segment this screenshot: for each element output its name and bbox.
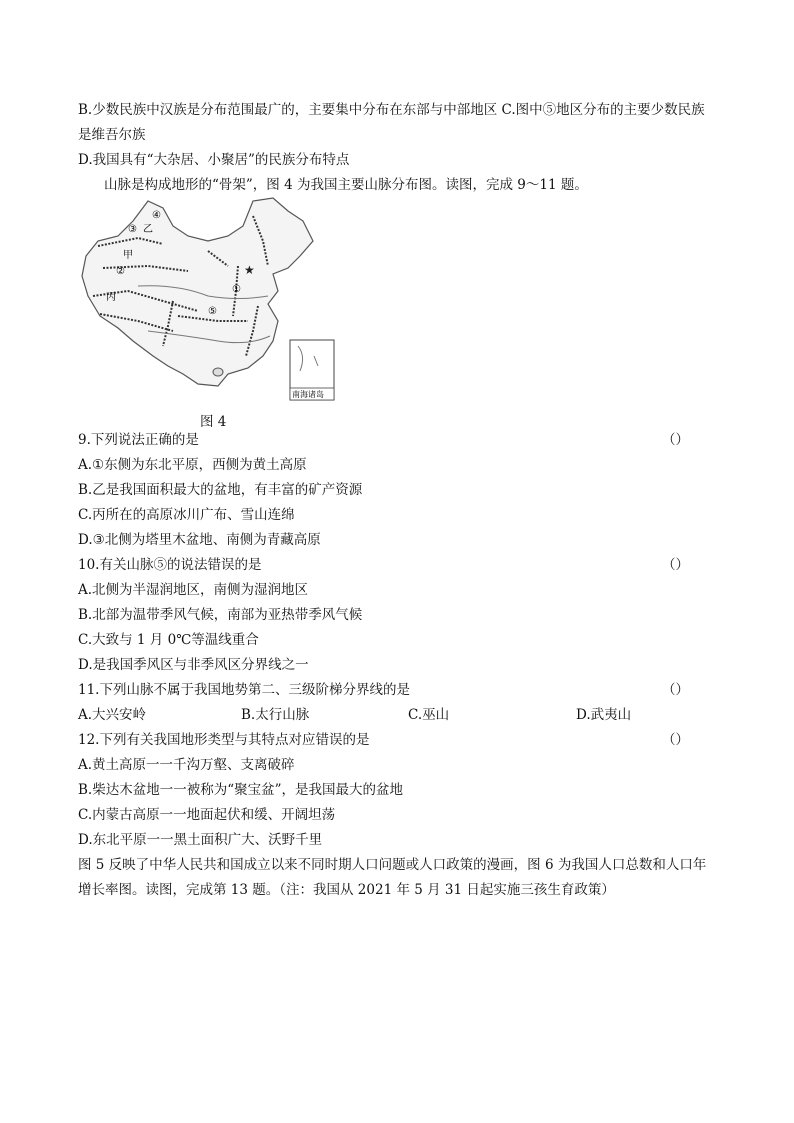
intro-text: 山脉是构成地形的“骨架”，图 4 为我国主要山脉分布图。读图，完成 9～11 题。 xyxy=(104,177,588,193)
inset-label: 南海诸岛 xyxy=(292,390,324,399)
map-graphic xyxy=(78,196,338,406)
q10-stem: 10.有关山脉⑤的说法错误的是 xyxy=(78,557,262,573)
q9-option-c: C.丙所在的高原冰川广布、雪山连绵 xyxy=(78,507,295,523)
label-4: ④ xyxy=(152,210,161,221)
option-d-prev: D.我国具有“大杂居、小聚居”的民族分布特点 xyxy=(78,152,350,168)
option-b-prev: B.少数民族中汉族是分布范围最广的，主要集中分布在东部与中部地区 C.图中⑤地区分布的主要少数民族 xyxy=(78,102,705,118)
svg-text:★: ★ xyxy=(244,263,255,277)
q11-option-b: B.太行山脉 xyxy=(241,707,310,723)
china-mountain-map xyxy=(78,196,338,406)
q11-stem: 11.下列山脉不属于我国地势第二、三级阶梯分界线的是 xyxy=(78,682,410,698)
q11-option-d: D.武夷山 xyxy=(576,707,632,723)
q12-option-c: C.内蒙古高原一一地面起伏和缓、开阔坦荡 xyxy=(78,807,336,823)
label-bing: 丙 xyxy=(106,292,116,303)
q10-option-d: D.是我国季风区与非季风区分界线之一 xyxy=(78,657,309,673)
q9-option-a: A.①东侧为东北平原，西侧为黄土高原 xyxy=(78,457,307,473)
q11-answer-paren: （） xyxy=(662,682,689,698)
q13-intro-line1: 图 5 反映了中华人民共和国成立以来不同时期人口问题或人口政策的漫画，图 6 为我国人口总数和人口年 xyxy=(78,857,707,873)
q10-option-b: B.北部为温带季风气候，南部为亚热带季风气候 xyxy=(78,607,363,623)
label-5: ⑤ xyxy=(208,306,217,317)
q9-option-b: B.乙是我国面积最大的盆地，有丰富的矿产资源 xyxy=(78,482,363,498)
q12-answer-paren: （） xyxy=(662,732,689,748)
q12-option-d: D.东北平原一一黑土面积广大、沃野千里 xyxy=(78,832,323,848)
label-yi: 乙 xyxy=(143,224,153,235)
q9-option-d: D.③北侧为塔里木盆地、南侧为青藏高原 xyxy=(78,532,321,548)
figure-caption: 图 4 xyxy=(200,414,227,430)
q12-stem: 12.下列有关我国地形类型与其特点对应错误的是 xyxy=(78,732,370,748)
q11-option-a: A.大兴安岭 xyxy=(78,707,147,723)
option-b-prev-cont: 是维吾尔族 xyxy=(78,127,146,143)
label-jia: 甲 xyxy=(123,250,133,261)
q12-option-a: A.黄土高原一一千沟万壑、支离破碎 xyxy=(78,757,295,773)
q10-option-a: A.北侧为半湿润地区，南侧为湿润地区 xyxy=(78,582,309,598)
label-3: ③ xyxy=(128,224,137,235)
q12-option-b: B.柴达木盆地一一被称为“聚宝盆”，是我国最大的盆地 xyxy=(78,782,404,798)
q10-answer-paren: （） xyxy=(662,557,689,573)
q10-option-c: C.大致与 1 月 0℃等温线重合 xyxy=(78,632,259,648)
q11-option-c: C.巫山 xyxy=(408,707,450,723)
label-2: ② xyxy=(116,266,125,277)
q9-stem: 9.下列说法正确的是 xyxy=(78,432,199,448)
label-1: ① xyxy=(232,284,241,295)
q9-answer-paren: （） xyxy=(662,432,689,448)
q13-intro-line2: 增长率图。读图，完成第 13 题。（注：我国从 2021 年 5 月 31 日起实施三孩生育政策） xyxy=(78,882,615,898)
